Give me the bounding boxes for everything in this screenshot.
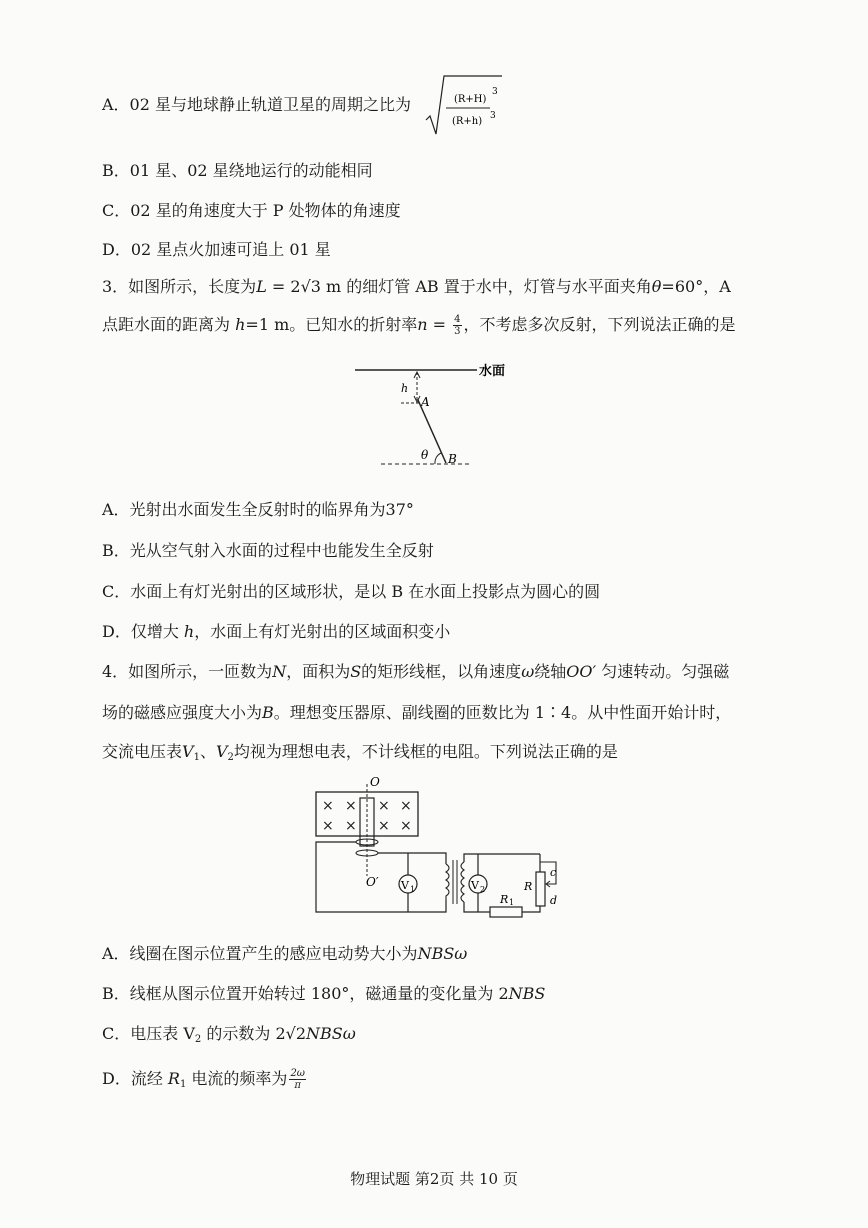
q4-option-a-expr: NBSω	[417, 944, 468, 963]
q3-option-b: B．光从空气射入水面的过程中也能发生全反射	[102, 541, 434, 560]
q3-stem-text: =	[427, 315, 452, 334]
axis-o-label: O	[370, 775, 380, 789]
q4-var-omega: ω	[521, 662, 535, 681]
q3-var-h: h	[235, 315, 246, 334]
field-cross: ×	[400, 818, 412, 834]
q4-stem-text: 交流电压表	[102, 742, 183, 761]
primary-wire-right	[378, 853, 446, 864]
q4-option-c-text: 的示数为 2√2	[201, 1024, 306, 1043]
q4-var-N: N	[272, 662, 287, 681]
q4-stem-text: 、	[199, 742, 216, 761]
q3-option-a: A．光射出水面发生全反射时的临界角为37°	[102, 500, 414, 519]
field-cross: ×	[322, 798, 334, 814]
q3-figure	[355, 360, 515, 472]
formula-den-exp: 3	[490, 111, 496, 121]
secondary-wire-bottom	[464, 902, 490, 912]
r1-label: R	[500, 893, 509, 906]
point-a-label: A	[421, 395, 430, 409]
q4-var-V2: V	[215, 742, 228, 761]
q4-option-b-expr: NBS	[508, 984, 546, 1003]
q4-stem-text: 均视为理想电表，不计线框的电阻。下列说法正确的是	[233, 742, 618, 761]
theta-arc	[435, 453, 441, 464]
v1-sub: 1	[410, 885, 416, 894]
q4-stem-text: 4．如图所示，一匝数为	[102, 662, 273, 681]
q3-stem-text: = 2√3 m 的细灯管 AB 置于水中，灯管与水平面夹角	[266, 277, 652, 296]
field-cross: ×	[322, 818, 334, 834]
q3-option-d-text: D．仅增大	[102, 622, 184, 641]
q4-stem-text: 绕轴	[534, 662, 567, 681]
q4-stem-text: 场的磁感应强度大小为	[102, 703, 263, 722]
water-surface-label: 水面	[479, 364, 506, 379]
field-cross: ×	[345, 818, 357, 834]
q4-var-V1-sub: 1	[193, 752, 200, 763]
q4-option-d-text: D．流经	[102, 1069, 168, 1088]
point-b-label: B	[448, 452, 457, 466]
q4-option-c-text: C．电压表 V	[102, 1024, 195, 1043]
q4-option-d	[102, 1066, 308, 1091]
q3-stem-text: =1 m。已知水的折射率	[245, 315, 418, 334]
q4-stem-text: 的矩形线框，以角速度	[361, 662, 522, 681]
q2-option-a-text: A．02 星与地球静止轨道卫星的周期之比为	[102, 95, 412, 114]
primary-coil	[446, 864, 449, 900]
q4-option-a-text: A．线圈在图示位置产生的感应电动势大小为	[102, 944, 418, 963]
formula-numerator: (R+H)	[454, 94, 487, 105]
frac-den: 3	[454, 326, 461, 337]
q4-option-c-expr: NBSω	[306, 1024, 356, 1043]
q2-option-b: B．01 星、02 星绕地运行的动能相同	[102, 161, 373, 180]
q3-option-d-text: ，水面上有灯光射出的区域面积变小	[194, 622, 451, 641]
v1-label: V	[401, 879, 409, 892]
q4-stem-text: 匀速转动。匀强磁	[596, 662, 730, 681]
secondary-coil	[461, 862, 464, 902]
q2-option-a	[102, 92, 411, 115]
q4-var-V1: V	[182, 742, 194, 761]
q2-option-a-formula	[424, 72, 504, 138]
formula-num-exp: 3	[492, 87, 498, 97]
q4-stem-line-3	[102, 739, 618, 763]
q3-var-theta: θ	[651, 277, 662, 296]
q4-stem-line-2	[102, 700, 731, 723]
q4-option-d-text: 电流的频率为	[186, 1069, 288, 1088]
q3-stem-line-1	[102, 274, 731, 297]
q4-option-c	[102, 1021, 356, 1045]
theta-label: θ	[421, 448, 429, 462]
q3-option-c: C．水面上有灯光射出的区域形状，是以 B 在水面上投影点为圆心的圆	[102, 582, 601, 601]
q3-option-d	[102, 619, 450, 642]
q4-option-c-sub: 2	[194, 1034, 202, 1045]
h-label: h	[401, 382, 409, 395]
slider-c-label: c	[550, 866, 557, 879]
q4-option-d-sub: 1	[179, 1079, 187, 1090]
q4-option-a	[102, 941, 467, 964]
q2-option-d: D．02 星点火加速可追上 01 星	[102, 240, 331, 259]
axis-o-prime-label: O′	[366, 875, 379, 889]
q3-stem-text: ，不考虑多次反射，下列说法正确的是	[463, 315, 736, 334]
frac-num: 4	[454, 314, 461, 325]
q3-fraction	[453, 314, 461, 337]
q2-option-c: C．02 星的角速度大于 P 处物体的角速度	[102, 201, 401, 220]
rheostat-r	[536, 872, 545, 906]
page-footer: 物理试题 第2页 共 10 页	[350, 1170, 518, 1188]
q3-stem-text: 3．如图所示，长度为	[102, 277, 257, 296]
v2-sub: 2	[480, 885, 486, 894]
q4-option-b	[102, 981, 545, 1004]
field-cross: ×	[345, 798, 357, 814]
q4-var-axis: OO′	[566, 662, 597, 681]
q4-option-d-fraction	[289, 1068, 306, 1091]
field-cross: ×	[400, 798, 412, 814]
q3-var-n: n	[417, 315, 428, 334]
q4-stem-text: 。理想变压器原、副线圈的匝数比为 1∶4。从中性面开始计时，	[273, 703, 732, 722]
q3-stem-line-2	[102, 312, 736, 337]
secondary-wire-top	[464, 854, 540, 862]
v2-label: V	[471, 879, 479, 892]
q3-var-L: L	[256, 277, 267, 296]
q4-stem-text: ，面积为	[286, 662, 351, 681]
field-cross: ×	[378, 798, 390, 814]
q3-stem-text: 点距水面的距离为	[102, 315, 236, 334]
q4-option-b-text: B．线框从图示位置开始转过 180°，磁通量的变化量为 2	[102, 984, 509, 1003]
slider-d-label: d	[550, 894, 558, 907]
q4-circuit-figure	[300, 772, 580, 922]
frac-den: π	[294, 1080, 301, 1091]
formula-denominator: (R+h)	[452, 116, 483, 127]
q3-stem-text: =60°，A	[661, 277, 731, 296]
q4-var-S: S	[350, 662, 362, 681]
q4-stem-line-1	[102, 659, 729, 682]
r1-sub: 1	[509, 898, 515, 907]
rheostat-r-label: R	[524, 880, 533, 893]
q4-var-B: B	[262, 703, 274, 722]
q4-option-d-R: R	[167, 1069, 180, 1088]
frac-num: 2ω	[290, 1068, 305, 1079]
resistor-r1	[490, 907, 522, 917]
q4-var-V2-sub: 2	[227, 752, 234, 763]
q3-option-d-var: h	[183, 622, 195, 641]
field-cross: ×	[378, 818, 390, 834]
